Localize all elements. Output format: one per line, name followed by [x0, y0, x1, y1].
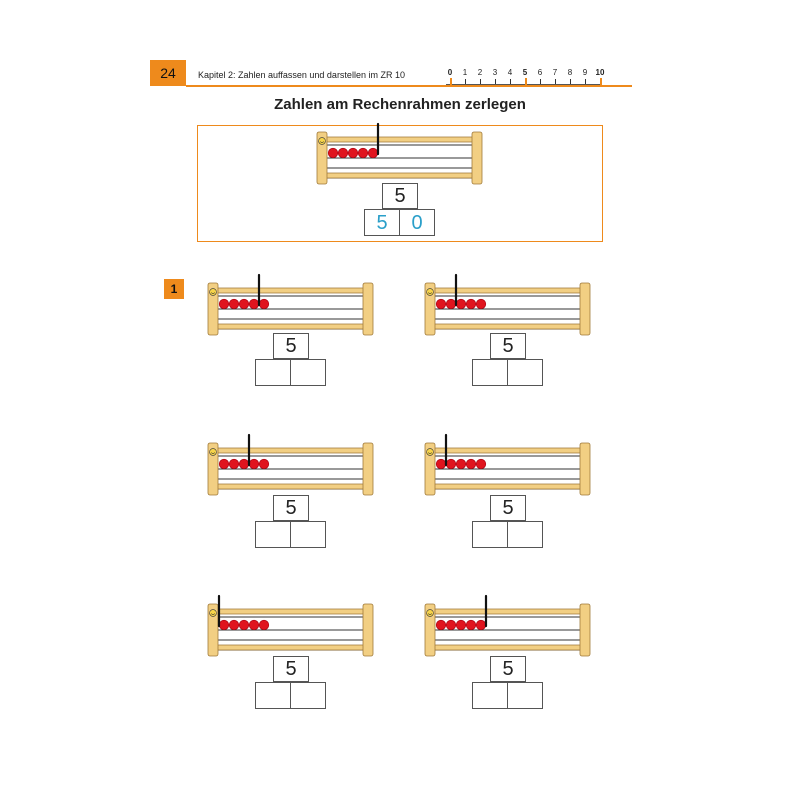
abacus-bead — [219, 299, 229, 309]
number-house-total: 5 — [490, 495, 526, 521]
number-house-left-input[interactable] — [472, 359, 508, 386]
number-line-base — [446, 84, 602, 85]
smiley-icon — [210, 449, 217, 456]
abacus-drawing — [425, 443, 590, 501]
number-line-tick — [495, 79, 496, 84]
abacus-bead — [229, 620, 239, 630]
number-line-tick — [570, 79, 571, 84]
abacus-bottom-bar — [216, 484, 365, 489]
abacus-right-post — [363, 443, 373, 495]
number-house-right-part: 0 — [399, 209, 435, 236]
abacus-right-post — [580, 443, 590, 495]
abacus-bead — [436, 299, 446, 309]
abacus-top-bar — [216, 609, 365, 614]
smiley-icon — [427, 449, 434, 456]
abacus-bead — [338, 148, 348, 158]
abacus-frame — [208, 604, 373, 662]
number-line-label: 1 — [462, 68, 468, 77]
abacus-bottom-bar — [216, 324, 365, 329]
abacus-bead — [436, 620, 446, 630]
abacus-bead — [466, 299, 476, 309]
abacus-frame — [425, 443, 590, 501]
number-line-label: 4 — [507, 68, 513, 77]
abacus-bead — [368, 148, 378, 158]
number-line-tick — [585, 79, 586, 84]
number-line-label: 6 — [537, 68, 543, 77]
example-number-house — [364, 183, 436, 237]
number-house-right-input[interactable] — [290, 359, 326, 386]
number-house-left-input[interactable] — [255, 521, 291, 548]
number-house-right-input[interactable] — [507, 359, 543, 386]
number-house-total: 5 — [490, 656, 526, 682]
number-house-left-input[interactable] — [255, 682, 291, 709]
number-house — [255, 656, 327, 710]
number-house-total: 5 — [382, 183, 418, 209]
number-house-left-input[interactable] — [255, 359, 291, 386]
smiley-icon — [210, 289, 217, 296]
number-line — [446, 68, 606, 86]
number-house-right-input[interactable] — [290, 521, 326, 548]
abacus-bead — [229, 459, 239, 469]
number-line-tick — [600, 78, 602, 85]
number-house-total: 5 — [273, 495, 309, 521]
abacus-bead — [466, 459, 476, 469]
number-house-left-part: 5 — [364, 209, 400, 236]
number-house-total: 5 — [273, 656, 309, 682]
abacus-drawing — [208, 604, 373, 662]
abacus-bead — [249, 620, 259, 630]
abacus-bead — [476, 299, 486, 309]
number-line-label: 0 — [447, 68, 453, 77]
example-abacus — [317, 132, 482, 190]
abacus-top-bar — [216, 288, 365, 293]
smiley-icon — [427, 289, 434, 296]
abacus-bead — [249, 459, 259, 469]
abacus-bead — [259, 459, 269, 469]
number-house-right-input[interactable] — [290, 682, 326, 709]
abacus-bead — [219, 620, 229, 630]
number-line-tick — [480, 79, 481, 84]
number-house — [255, 333, 327, 387]
abacus-bead — [249, 299, 259, 309]
abacus-right-post — [472, 132, 482, 184]
number-house — [255, 495, 327, 549]
number-house-total: 5 — [273, 333, 309, 359]
abacus-bead — [456, 299, 466, 309]
abacus-frame — [425, 604, 590, 662]
smiley-icon — [427, 610, 434, 617]
abacus-bead — [259, 620, 269, 630]
abacus-top-bar — [433, 609, 582, 614]
number-line-tick — [510, 79, 511, 84]
abacus-frame — [208, 443, 373, 501]
number-house-total: 5 — [490, 333, 526, 359]
number-house — [472, 333, 544, 387]
abacus-drawing — [317, 132, 482, 190]
number-line-label: 7 — [552, 68, 558, 77]
abacus-bottom-bar — [433, 484, 582, 489]
number-line-tick — [555, 79, 556, 84]
smiley-icon — [319, 138, 326, 145]
abacus-bead — [446, 620, 456, 630]
number-line-tick — [540, 79, 541, 84]
abacus-top-bar — [216, 448, 365, 453]
abacus-top-bar — [433, 448, 582, 453]
number-line-tick — [525, 78, 527, 85]
number-line-label: 10 — [595, 68, 605, 77]
number-line-label: 9 — [582, 68, 588, 77]
chapter-title: Kapitel 2: Zahlen auffassen und darstellen im ZR 10 — [198, 70, 405, 80]
page-number: 24 — [150, 60, 186, 86]
abacus-bottom-bar — [433, 324, 582, 329]
abacus-bead — [239, 459, 249, 469]
abacus-drawing — [208, 443, 373, 501]
number-line-tick — [450, 78, 452, 85]
abacus-bead — [456, 459, 466, 469]
abacus-bead — [348, 148, 358, 158]
abacus-bead — [446, 299, 456, 309]
abacus-right-post — [363, 283, 373, 335]
number-house-right-input[interactable] — [507, 521, 543, 548]
abacus-right-post — [363, 604, 373, 656]
number-house — [472, 656, 544, 710]
number-line-label: 2 — [477, 68, 483, 77]
number-line-label: 8 — [567, 68, 573, 77]
number-line-label: 5 — [522, 68, 528, 77]
abacus-right-post — [580, 604, 590, 656]
abacus-bottom-bar — [325, 173, 474, 178]
number-house-left-input[interactable] — [472, 521, 508, 548]
smiley-icon — [210, 610, 217, 617]
number-house — [472, 495, 544, 549]
abacus-bead — [259, 299, 269, 309]
abacus-bead — [239, 620, 249, 630]
abacus-bead — [229, 299, 239, 309]
abacus-bead — [456, 620, 466, 630]
abacus-bead — [358, 148, 368, 158]
abacus-bottom-bar — [216, 645, 365, 650]
task-number-badge: 1 — [164, 279, 184, 299]
number-house-right-input[interactable] — [507, 682, 543, 709]
abacus-bead — [436, 459, 446, 469]
abacus-bottom-bar — [433, 645, 582, 650]
abacus-drawing — [425, 604, 590, 662]
abacus-right-post — [580, 283, 590, 335]
abacus-bead — [239, 299, 249, 309]
page-heading: Zahlen am Rechenrahmen zerlegen — [274, 96, 526, 113]
number-house-left-input[interactable] — [472, 682, 508, 709]
abacus-bead — [476, 620, 486, 630]
abacus-bead — [328, 148, 338, 158]
abacus-bead — [219, 459, 229, 469]
abacus-top-bar — [325, 137, 474, 142]
abacus-bead — [466, 620, 476, 630]
number-line-label: 3 — [492, 68, 498, 77]
abacus-bead — [476, 459, 486, 469]
abacus-bead — [446, 459, 456, 469]
number-line-tick — [465, 79, 466, 84]
